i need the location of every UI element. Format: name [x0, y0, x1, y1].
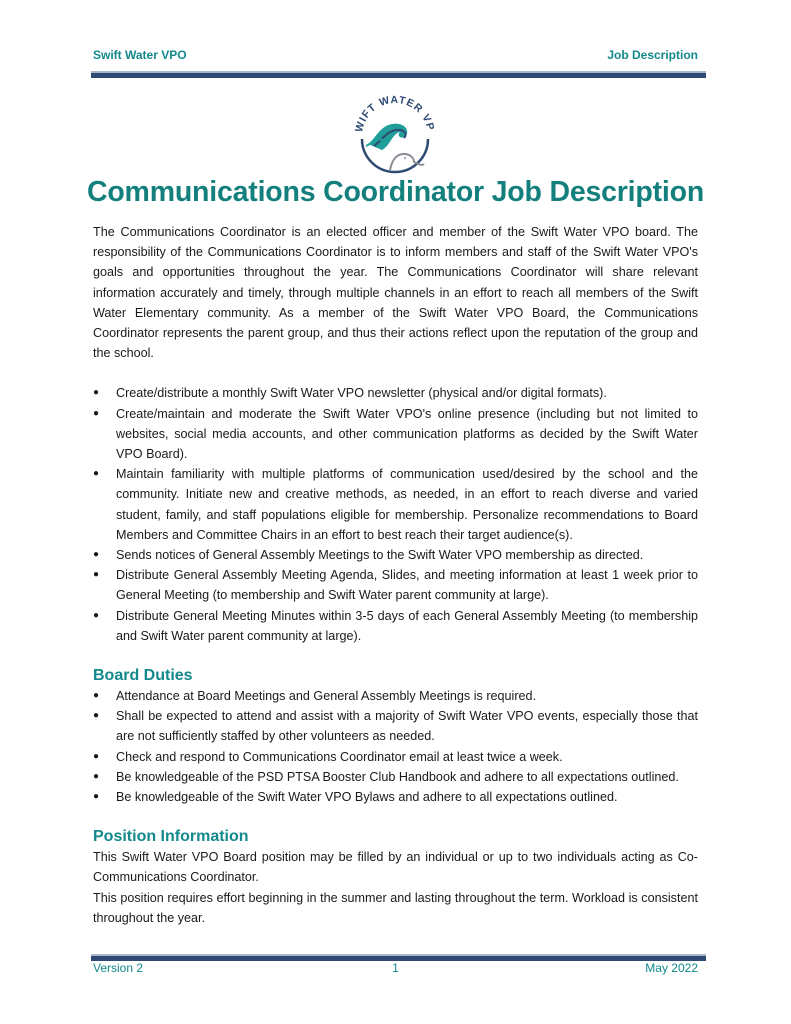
- position-info-heading: Position Information: [93, 828, 249, 846]
- list-item: ● Distribute General Meeting Minutes within 3-5 days of each General Assembly Meeting (to membership and Swift Water parent community at large).: [93, 606, 698, 646]
- wave-seal-logo-icon: [352, 84, 438, 176]
- list-item: ● Be knowledgeable of the PSD PTSA Booster Club Handbook and adhere to all expectations outlined.: [93, 767, 698, 787]
- intro-paragraph: The Communications Coordinator is an elected officer and member of the Swift Water VPO board. The responsibility of the Communications Coordinator is to inform members and staff of the Swift Water VPO's goals and opportunities throughout the year. The Communications Coordinator will share relevant information accurately and timely, through multiple channels in an effort to reach all members of the Swift Water Elementary community. As a member of the Swift Water VPO Board, the Communications Coordinator represents the parent group, and thus their actions reflect upon the reputation of the group and the school.: [93, 225, 698, 361]
- board-duties-heading: Board Duties: [93, 667, 193, 685]
- header-doc-type: Job Description: [607, 48, 698, 62]
- page-footer: [93, 961, 698, 977]
- document-body: [93, 222, 698, 928]
- footer-date: May 2022: [645, 961, 698, 975]
- list-item: ● Shall be expected to attend and assist with a majority of Swift Water VPO events, especially those that are not sufficiently staffed by other volunteers as needed.: [93, 706, 698, 746]
- footer-version: Version 2: [93, 961, 144, 975]
- header-org-name: Swift Water VPO: [93, 48, 187, 62]
- svg-text:SWIFT WATER VPO: WIFT WATER VP: [353, 93, 437, 134]
- position-info-paragraph: This Swift Water VPO Board position may be filled by an individual or up to two individuals acting as Co-Communications Coordinator.: [93, 850, 698, 885]
- header-rule: [91, 73, 706, 78]
- list-item: ● Maintain familiarity with multiple platforms of communication used/desired by the school and the community. Initiate new and creative methods, as needed, in an effort to reach diverse and varied student, family, and staff populations eligible for membership. Personalize recommendations to Board Members and Committee Chairs in an effort to best reach their target audience(s).: [93, 464, 698, 545]
- list-item: ● Create/maintain and moderate the Swift Water VPO's online presence (including but not limited to websites, social media accounts, and other communication platforms as decided by the Swift Water VPO Board).: [93, 404, 698, 465]
- page-header: [93, 48, 698, 64]
- list-item: ● Check and respond to Communications Coordinator email at least twice a week.: [93, 747, 698, 767]
- board-duties-list: [93, 686, 698, 807]
- footer-page-number: 1: [392, 961, 399, 975]
- page-title: Communications Coordinator Job Description: [86, 176, 705, 208]
- list-item: ● Sends notices of General Assembly Meetings to the Swift Water VPO membership as directed.: [93, 545, 698, 565]
- list-item: ● Create/distribute a monthly Swift Water VPO newsletter (physical and/or digital formats).: [93, 383, 698, 403]
- list-item: ● Be knowledgeable of the Swift Water VPO Bylaws and adhere to all expectations outlined.: [93, 787, 698, 807]
- list-item: ● Attendance at Board Meetings and General Assembly Meetings is required.: [93, 686, 698, 706]
- list-item: ● Distribute General Assembly Meeting Agenda, Slides, and meeting information at least 1 week prior to General Meeting (to membership and Swift Water parent community at large).: [93, 565, 698, 605]
- responsibilities-list: [93, 383, 698, 646]
- position-info-paragraph: This position requires effort beginning in the summer and lasting throughout the term. Workload is consistent throughout the year.: [93, 890, 698, 925]
